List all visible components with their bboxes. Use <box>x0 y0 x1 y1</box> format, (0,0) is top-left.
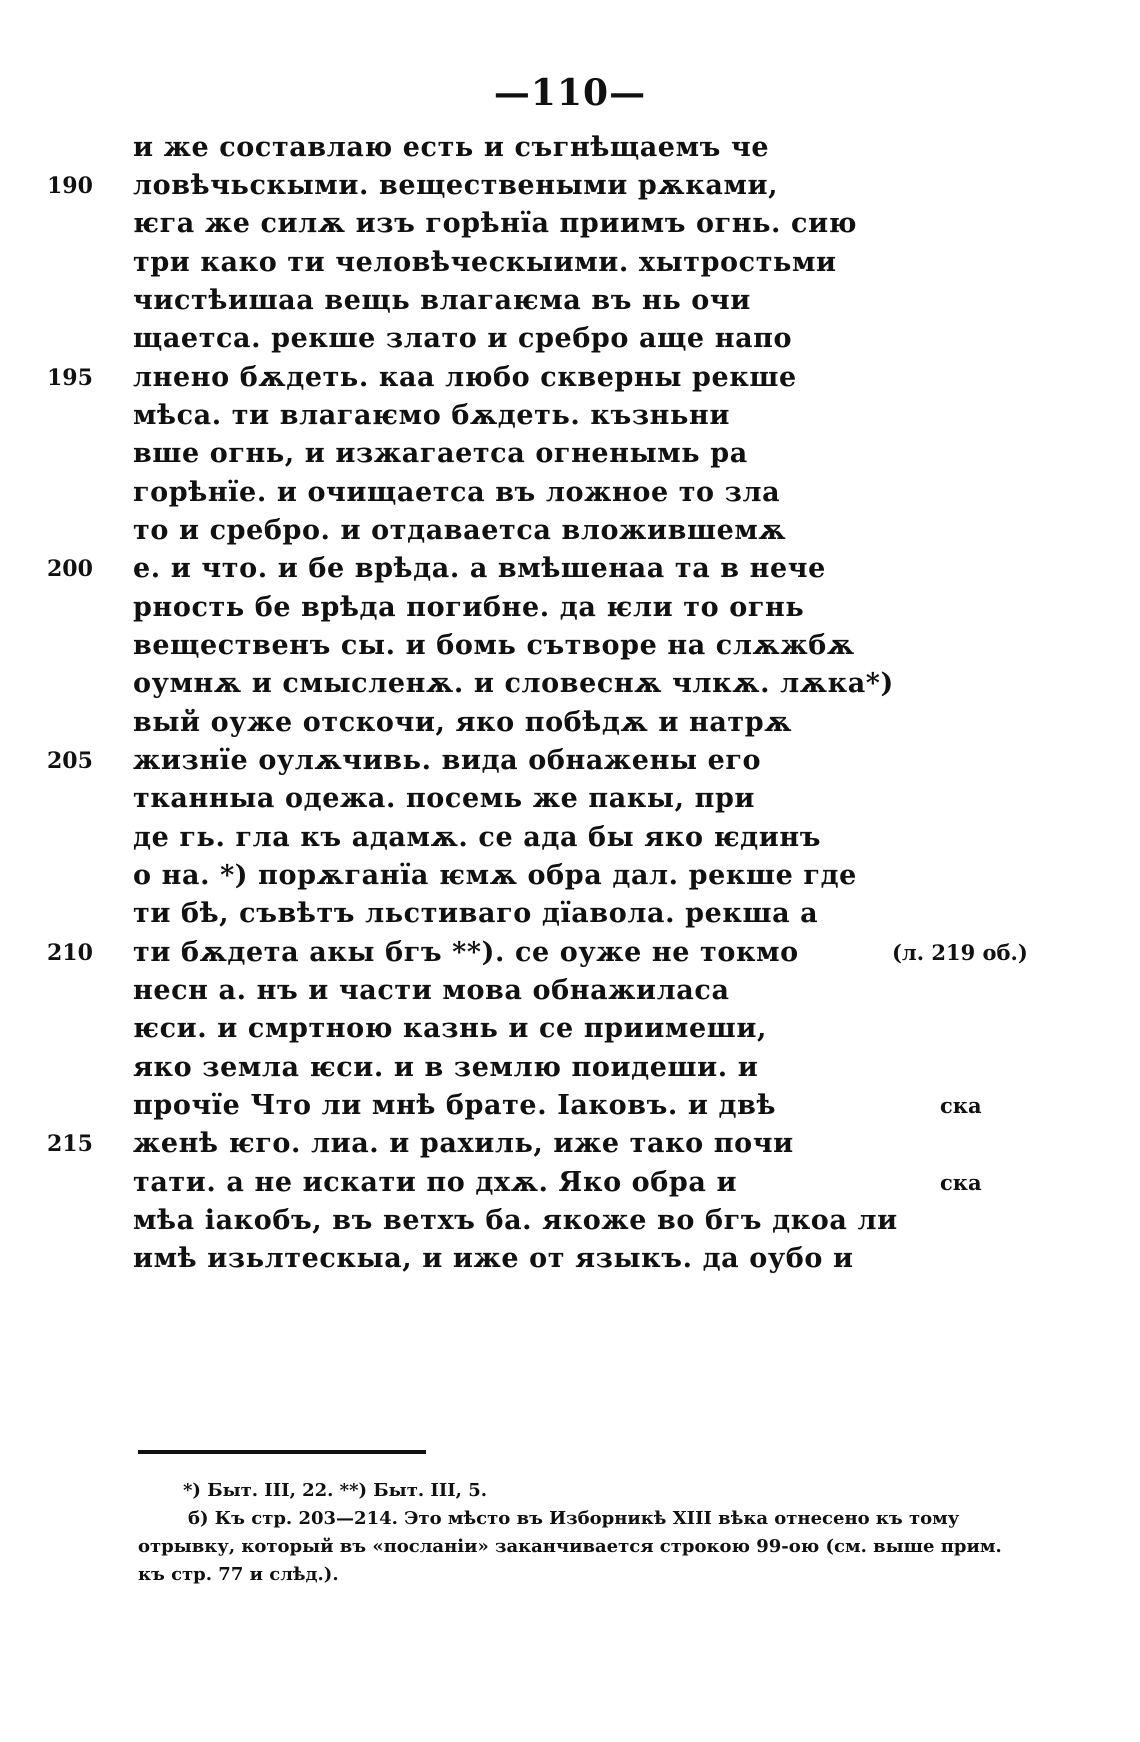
text-line: чистѣишаа вещь влагаѥма въ нь очи <box>133 285 751 316</box>
footnote-references: *) Быт. III, 22. **) Быт. III, 5. <box>183 1480 487 1501</box>
text-line: вше огнь, и изжагаетса огненымь ра <box>133 438 748 469</box>
text-line: имѣ изьлтескыа, и иже от языкъ. да оубо и <box>133 1243 854 1274</box>
text-line: жизнїе оулѫчивь. вида обнажены его <box>133 745 762 776</box>
footnote-line: къ стр. 77 и слѣд.). <box>138 1564 339 1585</box>
text-line: ѥга же силѫ изъ горѣнїа приимъ огнь. сию <box>133 208 858 239</box>
text-line: ловѣчьскыми. веществеными рѫками, <box>133 170 779 201</box>
text-line: ѥси. и смртною казнь и се приимеши, <box>133 1013 767 1044</box>
text-line: горѣнїе. и очищаетса въ ложное то зла <box>133 477 781 508</box>
text-line: ти бѫдета акы бгъ **). се оуже не токмо <box>133 937 799 968</box>
text-line: вещественъ сы. и бомь сътворе на слѫжбѫ <box>133 630 855 661</box>
margin-note: ска <box>940 1093 982 1118</box>
text-line: три како ти человѣческыими. хытростьми <box>133 247 837 278</box>
text-line: прочїе Что ли мнѣ брате. Іаковъ. и двѣ <box>133 1090 777 1121</box>
text-line: е. и что. и бе врѣда. а вмѣшенаа та в нече <box>133 553 826 584</box>
line-number: 200 <box>47 556 93 582</box>
page-number: —110— <box>493 72 647 114</box>
text-line: о на. *) порѫганїа ѥмѫ обра дал. рекше где <box>133 860 857 891</box>
text-line: тканныа одежа. посемь же пакы, при <box>133 783 756 814</box>
text-line: мѣа іакобъ, въ ветхъ ба. якоже во бгъ дкоа ли <box>133 1205 898 1236</box>
text-line: ти бѣ, съвѣтъ льстиваго дїавола. рекша а <box>133 898 819 929</box>
text-line: лнено бѫдеть. каа любо скверны рекше <box>133 362 797 393</box>
text-line: тати. а не искати по дхѫ. Яко обра и <box>133 1167 738 1198</box>
text-line: женѣ ѥго. лиа. и рахиль, иже тако почи <box>133 1128 794 1159</box>
line-number: 210 <box>47 940 93 966</box>
text-line: то и сребро. и отдаваетса вложившемѫ <box>133 515 787 546</box>
line-number: 195 <box>47 365 93 391</box>
footnote-line: б) Къ стр. 203—214. Это мѣсто въ Изборникѣ XIII вѣка отнесено къ тому <box>188 1508 960 1529</box>
line-number: 190 <box>47 173 93 199</box>
text-line: де гь. гла къ адамѫ. се ада бы яко ѥдинъ <box>133 822 822 853</box>
text-line: несн а. нъ и части мова обнажиласа <box>133 975 730 1006</box>
text-line: оумнѫ и смысленѫ. и словеснѫ члкѫ. лѫка*) <box>133 668 894 699</box>
line-number: 215 <box>47 1131 93 1157</box>
margin-note: ска <box>940 1170 982 1195</box>
folio-margin-note: (л. 219 об.) <box>892 940 1028 965</box>
text-line: щаетса. рекше злато и сребро аще напо <box>133 323 793 354</box>
text-line: яко земла ѥси. и в землю поидеши. и <box>133 1052 759 1083</box>
footnote-line: отрывку, который въ «посланіи» заканчивается строкою 99-ою (см. выше прим. <box>138 1536 1002 1557</box>
text-line: вый оуже отскочи, яко побѣдѫ и натрѫ <box>133 707 793 738</box>
text-line: и же составлаю есть и съгнѣщаемъ че <box>133 132 770 163</box>
line-number: 205 <box>47 748 93 774</box>
text-line: рность бе врѣда погибне. да ѥли то огнь <box>133 592 805 623</box>
footnote-rule <box>138 1450 426 1454</box>
text-line: мѣса. ти влагаѥмо бѫдеть. къзньни <box>133 400 730 431</box>
